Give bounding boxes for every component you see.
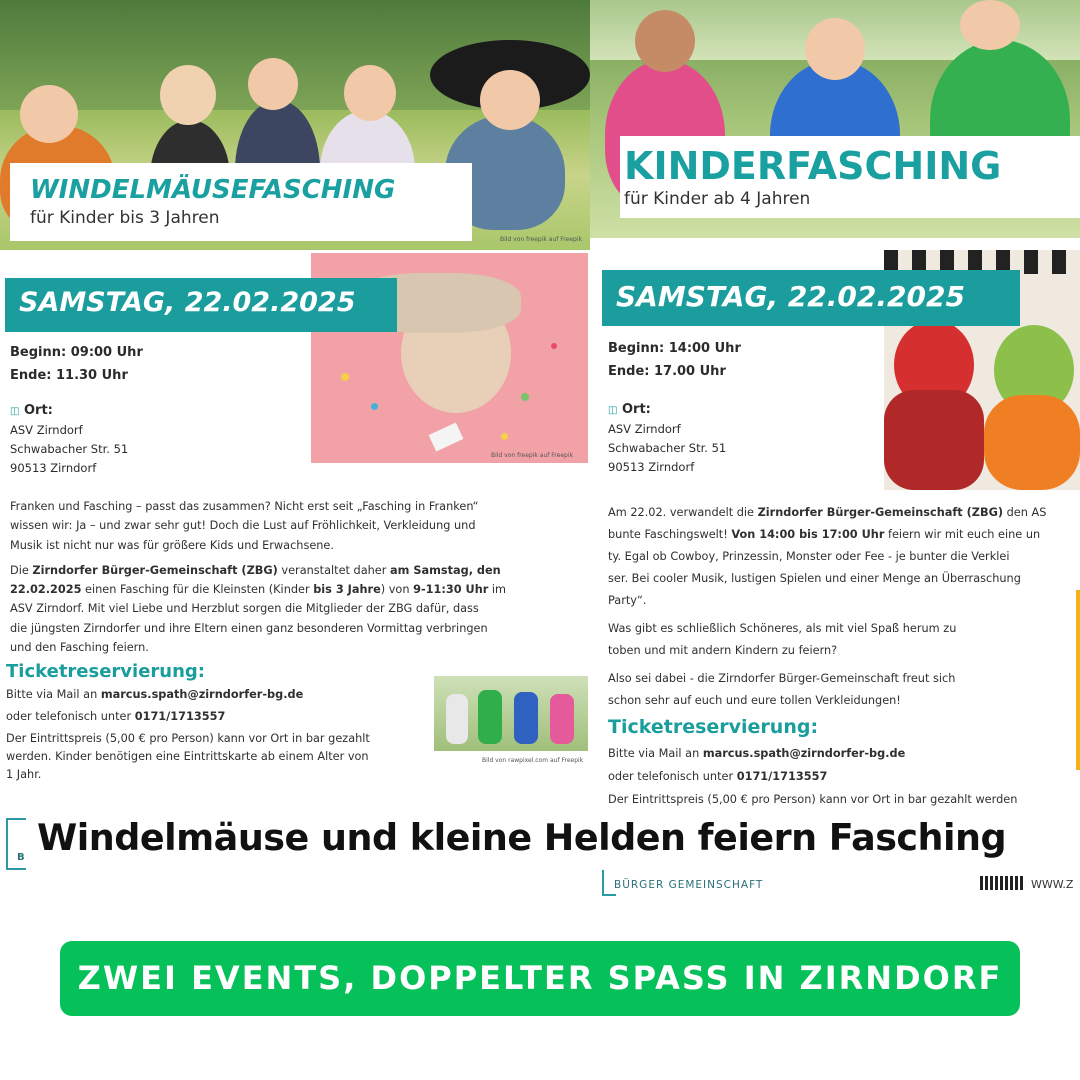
location-info [10, 401, 128, 478]
title-box [620, 136, 1080, 218]
event-title: WINDELMÄUSEFASCHING [30, 175, 396, 205]
text-line: und den Fasching feiern. [10, 641, 149, 655]
description [10, 497, 506, 663]
text-line: die jüngsten Zirndorfer und ihre Eltern einen ganz besonderen Vormittag verbringen [10, 621, 488, 635]
location-line: Schwabacher Str. 51 [608, 441, 727, 455]
location-line: Schwabacher Str. 51 [10, 442, 129, 456]
event-subtitle: für Kinder ab 4 Jahren [624, 189, 811, 209]
location-line: ASV Zirndorf [608, 422, 681, 436]
time-info [608, 337, 741, 383]
text-line: schon sehr auf euch und eure tollen Verkleidungen! [608, 694, 901, 707]
ticket-email-link[interactable]: marcus.spath@zirndorfer-bg.de [100, 688, 304, 701]
end-time: Ende: 11.30 Uhr [10, 368, 128, 383]
title-box [10, 163, 472, 241]
right-flyer [590, 0, 1080, 810]
hero-credit: Bild von freepik auf Freepik [500, 236, 582, 243]
text-line: Am 22.02. verwandelt die Zirndorfer Bürger-Gemeinschaft (ZBG) den AS [608, 506, 1047, 519]
text-line: Also sei dabei - die Zirndorfer Bürger-Gemeinschaft freut sich [608, 672, 956, 685]
date-bar: SAMSTAG, 22.02.2025 [5, 278, 397, 332]
text-line: ser. Bei cooler Musik, lustigen Spielen und einer Menge an Überraschung [608, 572, 1021, 585]
location-line: 90513 Zirndorf [10, 461, 97, 475]
event-subtitle: für Kinder bis 3 Jahren [30, 208, 220, 228]
text-line: wissen wir: Ja – und zwar sehr gut! Doch die Lust auf Fröhlichkeit, Verkleidung und [10, 519, 476, 533]
location-line: 90513 Zirndorf [608, 460, 695, 474]
small-photo-credit: Bild von rawpixel.com auf Freepik [482, 757, 584, 764]
logo-text: BÜRGER GEMEINSCHAFT [614, 879, 764, 891]
orange-edge-accent [1076, 590, 1080, 770]
text-line: Franken und Fasching – passt das zusammen? Nicht erst seit „Fasching in Franken“ [10, 500, 479, 513]
ticket-title: Ticketreservierung: [6, 661, 206, 682]
headline-banner [0, 810, 1080, 870]
ticket-email-link[interactable]: marcus.spath@zirndorfer-bg.de [702, 747, 906, 760]
text-line: Musik ist nicht nur was für größere Kids und Erwachsene. [10, 538, 334, 552]
flyer-footer [0, 870, 1080, 900]
photo-credit: Bild von freepik auf Freepik [491, 452, 573, 459]
begin-time: Beginn: 14:00 Uhr [608, 341, 741, 356]
text-line: Party“. [608, 594, 647, 607]
location-label: Ort: [23, 403, 53, 418]
headline-text: Windelmäuse und kleine Helden feiern Fasching [37, 816, 1007, 859]
website-url: WWW.Z [1031, 878, 1074, 891]
location-info [608, 400, 726, 477]
ticket-phone[interactable]: 0171/1713557 [134, 710, 226, 723]
text-line: bunte Faschingswelt! Von 14:00 bis 17:00 Uhr feiern wir mit euch eine un [608, 528, 1041, 541]
date-bar: SAMSTAG, 22.02.2025 [602, 270, 1020, 326]
begin-time: Beginn: 09:00 Uhr [10, 345, 143, 360]
location-pin-icon: ◫ [608, 405, 618, 416]
text-line: ty. Egal ob Cowboy, Prinzessin, Monster oder Fee - je bunter die Verklei [608, 550, 1010, 563]
left-flyer [0, 0, 590, 810]
ticket-info: Bitte via Mail an marcus.spath@zirndorfer-bg.de oder telefonisch unter 0171/1713557 Der Eintrittspreis (5,00 € pro Person) kann vor Ort in bar gezahlt werden. Kinder benötigen eine Eintrittskarte ab einem Alter von 1 Jahr. [6, 688, 370, 781]
zbg-logo-mark-left: B [6, 818, 26, 870]
time-info [10, 341, 143, 387]
ticket-info: Bitte via Mail an marcus.spath@zirndorfer-bg.de oder telefonisch unter 0171/1713557 Der Eintrittspreis (5,00 € pro Person) kann vor Ort in bar gezahlt werden [608, 747, 1018, 806]
end-time: Ende: 17.00 Uhr [608, 364, 726, 379]
text-line: Die Zirndorfer Bürger-Gemeinschaft (ZBG) veranstaltet daher am Samstag, den [10, 563, 501, 577]
location-line: ASV Zirndorf [10, 423, 83, 437]
location-pin-icon: ◫ [10, 406, 20, 417]
text-line: 22.02.2025 einen Fasching für die Kleinsten (Kinder bis 3 Jahre) von 9-11:30 Uhr im [10, 583, 507, 597]
superhero-kids-photo [434, 676, 588, 751]
ticket-title: Ticketreservierung: [608, 716, 819, 738]
text-line: Was gibt es schließlich Schöneres, als mit viel Spaß herum zu [608, 622, 957, 635]
description [608, 502, 1046, 718]
text-line: toben und mit andern Kindern zu feiern? [608, 644, 838, 657]
cta-banner [60, 941, 1020, 1016]
location-label: Ort: [621, 402, 651, 417]
ticket-phone[interactable]: 0171/1713557 [736, 770, 828, 783]
event-title: KINDERFASCHING [624, 144, 1002, 188]
cta-text: ZWEI EVENTS, DOPPELTER SPASS IN ZIRNDORF [77, 959, 1003, 997]
qr-code-icon [980, 876, 1024, 890]
text-line: ASV Zirndorf. Mit viel Liebe und Herzblut sorgen die Mitglieder der ZBG dafür, dass [10, 602, 479, 616]
